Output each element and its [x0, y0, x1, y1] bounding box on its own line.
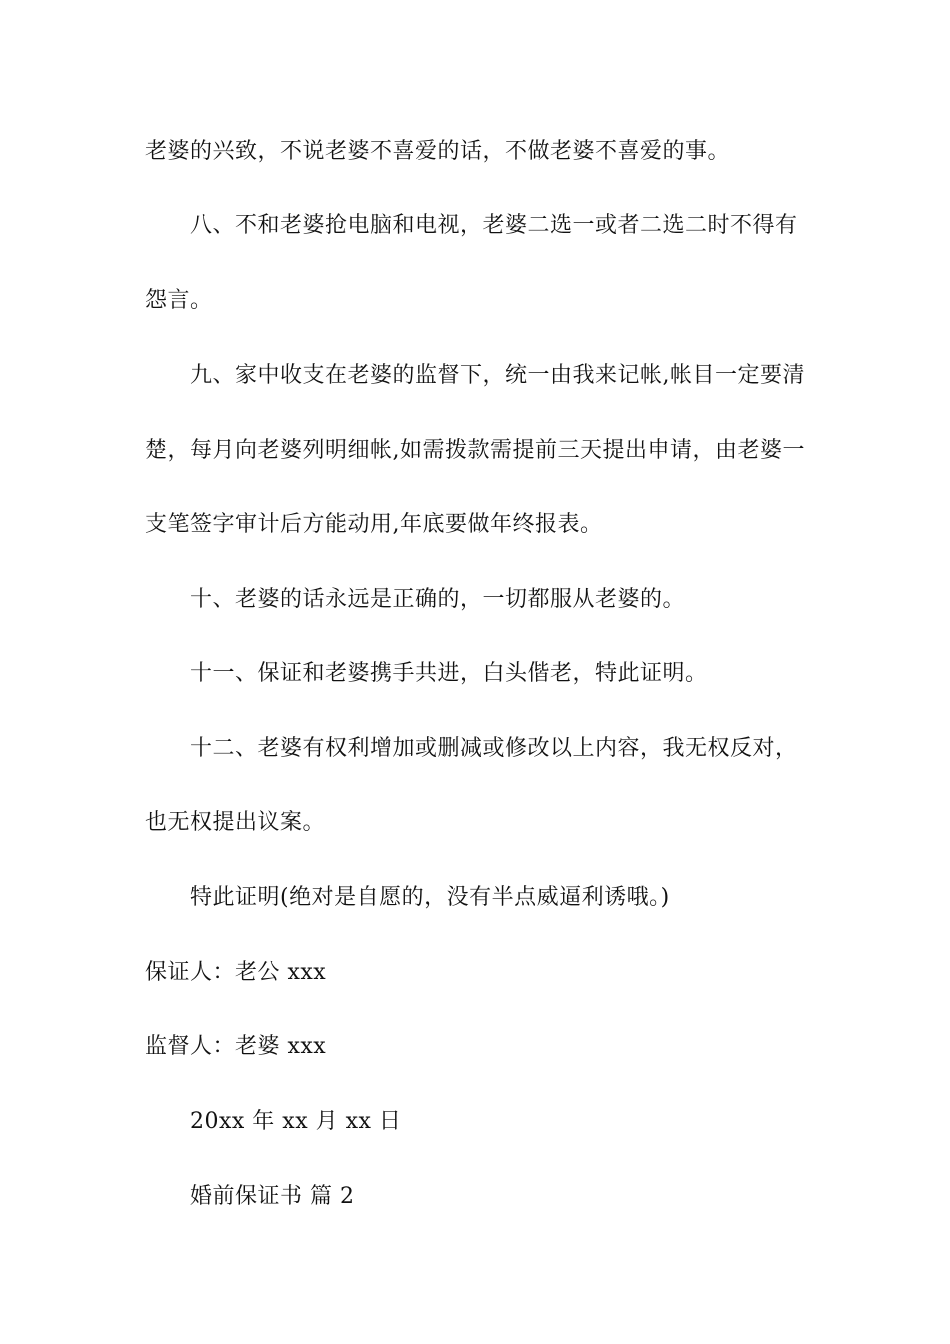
- text-line: 支笔签字审计后方能动用,年底要做年终报表。: [145, 512, 603, 537]
- text-line: 九、家中收支在老婆的监督下，统一由我来记帐,帐目一定要清: [190, 363, 805, 388]
- guarantor-line: 保证人：老公 xxx: [145, 960, 327, 985]
- date-line: 20xx 年 xx 月 xx 日: [190, 1109, 402, 1134]
- text-line: 老婆的兴致，不说老婆不喜爱的话，不做老婆不喜爱的事。: [145, 139, 731, 164]
- supervisor-line: 监督人：老婆 xxx: [145, 1034, 327, 1059]
- section-heading: 婚前保证书 篇 2: [190, 1184, 355, 1209]
- text-line: 十、老婆的话永远是正确的，一切都服从老婆的。: [190, 587, 686, 612]
- text-line: 怨言。: [145, 288, 213, 313]
- text-line: 楚，每月向老婆列明细帐,如需拨款需提前三天提出申请，由老婆一: [145, 438, 805, 463]
- text-line: 特此证明(绝对是自愿的，没有半点威逼利诱哦。): [190, 885, 670, 910]
- text-line: 十二、老婆有权利增加或删减或修改以上内容，我无权反对，: [190, 736, 798, 761]
- text-line: 八、不和老婆抢电脑和电视，老婆二选一或者二选二时不得有: [190, 213, 798, 238]
- text-line: 十一、保证和老婆携手共进，白头偕老，特此证明。: [190, 661, 708, 686]
- text-line: 也无权提出议案。: [145, 810, 326, 835]
